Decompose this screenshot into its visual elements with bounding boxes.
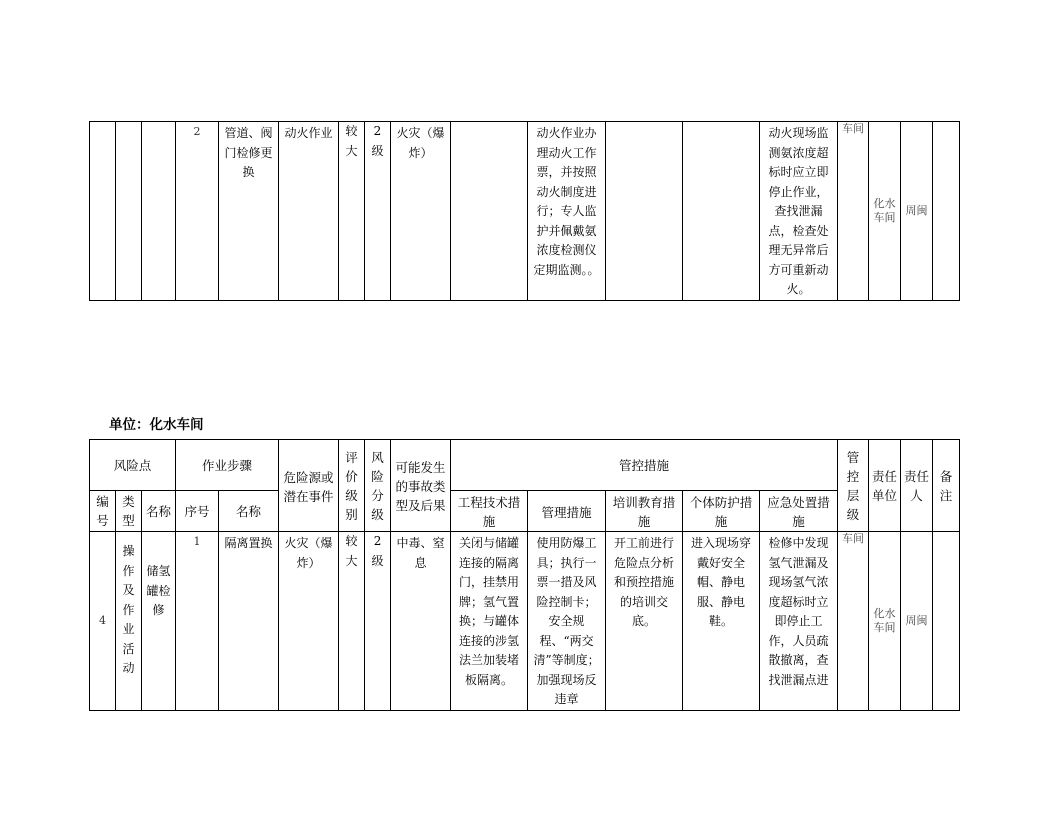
header-row-1 <box>90 440 960 491</box>
management-cell: 动火作业办理动火工作票，并按照动火制度进行；专人监护并佩戴氨浓度检测仪定期监测。。 <box>528 122 606 301</box>
management-cell: 使用防爆工具；执行一票一措及风险控制卡；安全规程、“两交清”等制度；加强现场反违章 <box>528 532 606 711</box>
resp-person-cell: 周闽 <box>901 532 933 711</box>
emergency-cell: 检修中发现氢气泄漏及现场氢气浓度超标时立即停止工作，人员疏散撤离，查找泄漏点进 <box>760 532 838 711</box>
header-row-2 <box>90 491 960 532</box>
eval-level-cell: 较大 <box>339 532 365 711</box>
name-cell <box>142 122 176 301</box>
remark-cell <box>933 122 960 301</box>
control-level-cell: 车间 <box>838 532 869 711</box>
type-cell: 操作及作业活动 <box>116 532 142 711</box>
risk-grade-cell: 2级 <box>365 532 391 711</box>
training-cell <box>606 122 683 301</box>
header-risk-point: 风险点 <box>90 440 176 491</box>
header-management: 管理措施 <box>528 491 606 532</box>
header-risk-grade: 风险分级 <box>365 440 391 532</box>
header-hazard-source: 危险源或潜在事件 <box>279 440 339 532</box>
eval-level-cell: 较大 <box>339 122 365 301</box>
name-cell: 储氢罐检修 <box>142 532 176 711</box>
accident-cell: 中毒、窒息 <box>391 532 451 711</box>
header-training: 培训教育措施 <box>606 491 683 532</box>
header-name: 名称 <box>142 491 176 532</box>
code-cell: 4 <box>90 532 116 711</box>
risk-table-continued <box>89 121 960 301</box>
code-cell <box>90 122 116 301</box>
ppe-cell <box>683 122 760 301</box>
resp-unit-cell: 化水车间 <box>869 122 901 301</box>
step-name-cell: 隔离置换 <box>219 532 279 711</box>
header-eval-level: 评价级别 <box>339 440 365 532</box>
risk-table <box>89 439 960 711</box>
ppe-cell: 进入现场穿戴好安全帽、静电服、静电鞋。 <box>683 532 760 711</box>
resp-person-cell: 周闽 <box>901 122 933 301</box>
unit-label: 单位：化水车间 <box>109 417 204 433</box>
header-possible-accident: 可能发生的事故类型及后果 <box>391 440 451 532</box>
table-row <box>90 532 960 711</box>
header-engineering: 工程技术措施 <box>451 491 528 532</box>
accident-cell: 火灾（爆炸） <box>391 122 451 301</box>
engineering-cell <box>451 122 528 301</box>
remark-cell <box>933 532 960 711</box>
header-step-name: 名称 <box>219 491 279 532</box>
training-cell: 开工前进行危险点分析和预控措施的培训交底。 <box>606 532 683 711</box>
header-emergency: 应急处置措施 <box>760 491 838 532</box>
risk-grade-cell: 2级 <box>365 122 391 301</box>
header-remark: 备注 <box>933 440 960 532</box>
seq-cell: 1 <box>176 532 219 711</box>
header-resp-unit: 责任单位 <box>869 440 901 532</box>
table-row <box>90 122 960 301</box>
engineering-cell: 关闭与储罐连接的隔离门，挂禁用牌；氢气置换；与罐体连接的涉氢法兰加装堵板隔离。 <box>451 532 528 711</box>
header-seq: 序号 <box>176 491 219 532</box>
header-work-step: 作业步骤 <box>176 440 279 491</box>
header-type: 类型 <box>116 491 142 532</box>
resp-unit-cell: 化水车间 <box>869 532 901 711</box>
hazard-cell: 动火作业 <box>279 122 339 301</box>
hazard-cell: 火灾（爆炸） <box>279 532 339 711</box>
seq-cell: 2 <box>176 122 219 301</box>
emergency-cell: 动火现场监测氨浓度超标时应立即停止作业，查找泄漏点，检查处理无异常后方可重新动火。 <box>760 122 838 301</box>
header-ppe: 个体防护措施 <box>683 491 760 532</box>
type-cell <box>116 122 142 301</box>
step-name-cell: 管道、阀门检修更换 <box>219 122 279 301</box>
header-code: 编号 <box>90 491 116 532</box>
header-resp-person: 责任人 <box>901 440 933 532</box>
header-control-measures: 管控措施 <box>451 440 838 491</box>
header-control-level: 管控层级 <box>838 440 869 532</box>
control-level-cell: 车间 <box>838 122 869 301</box>
